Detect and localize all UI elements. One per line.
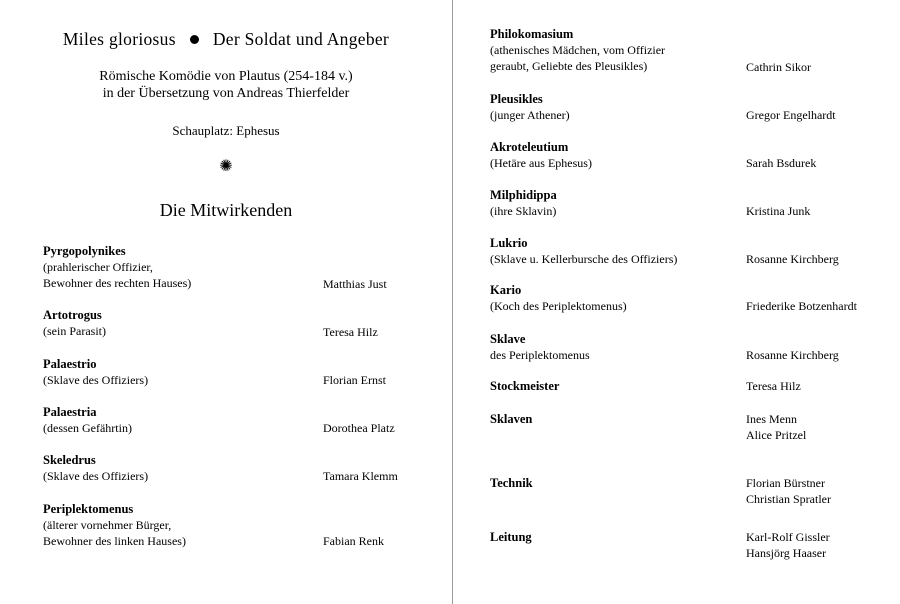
page-divider [452,0,453,604]
role-name: Akroteleutium [490,140,569,154]
play-title [0,29,452,50]
role-name: Sklave [490,332,526,346]
role-description: (Koch des Periplektomenus) [490,299,627,313]
role-description: Bewohner des linken Hauses) [43,534,186,548]
role-description: Bewohner des rechten Hauses) [43,276,192,290]
role-entry [490,26,665,74]
role-entry [43,307,106,339]
role-name: Periplektomenus [43,502,134,516]
role-name: Kario [490,283,522,297]
role-description: (athenisches Mädchen, vom Offizier [490,43,666,57]
actor-name: Florian Bürstner Christian Spratler [746,476,831,506]
role-description: des Periplektomenus [490,348,590,362]
role-entry [43,501,186,549]
ornament-icon: ✺ [219,158,233,175]
subtitle-line-2: in der Übersetzung von Andreas Thierfelder [102,86,350,101]
role-name: Palaestrio [43,357,97,371]
role-description: geraubt, Geliebte des Pleusikles) [490,59,648,73]
role-entry [490,378,559,394]
actor-name: Karl-Rolf Gissler Hansjörg Haaser [746,530,830,560]
actor-name: Dorothea Platz [323,421,395,435]
role-name: Pleusikles [490,92,543,106]
actor-name: Kristina Junk [746,204,811,218]
role-name: Leitung [490,530,532,544]
role-name: Palaestria [43,405,97,419]
actor-name: Tamara Klemm [323,469,398,483]
cast-heading: Die Mitwirkenden [159,200,293,220]
role-description: (junger Athener) [490,108,570,122]
role-entry [490,187,557,219]
role-entry [43,243,191,291]
actor-name: Rosanne Kirchberg [746,348,839,362]
role-description: (Sklave u. Kellerbursche des Offiziers) [490,252,678,266]
role-entry [43,404,132,436]
actor-name: Rosanne Kirchberg [746,252,839,266]
setting-line: Schauplatz: Ephesus [172,123,280,138]
role-entry [490,91,570,123]
role-entry [490,411,532,427]
role-name: Artotrogus [43,308,102,322]
role-description: (prahlerischer Offizier, [43,260,153,274]
actor-name: Gregor Engelhardt [746,108,836,122]
role-description: (sein Parasit) [43,324,106,338]
role-entry [490,235,677,267]
role-name: Stockmeister [490,379,560,393]
role-name: Milphidippa [490,188,557,202]
role-entry [490,331,590,363]
role-name: Technik [490,476,533,490]
role-name: Philokomasium [490,27,574,41]
role-entry [490,529,532,545]
actor-name: Cathrin Sikor [746,60,811,74]
actor-name: Friederike Botzenhardt [746,299,857,313]
actor-name: Fabian Renk [323,534,384,548]
title-latin: Miles gloriosus [62,29,176,49]
role-description: (Sklave des Offiziers) [43,469,149,483]
role-entry [43,452,148,484]
role-entry [490,282,627,314]
role-description: (Hetäre aus Ephesus) [490,156,592,170]
title-german: Der Soldat und Angeber [212,29,390,49]
actor-name: Teresa Hilz [323,325,378,339]
role-description: (älterer vornehmer Bürger, [43,518,172,532]
actor-name: Florian Ernst [323,373,386,387]
actor-name: Ines Menn Alice Pritzel [746,412,807,442]
bullet-icon [190,35,199,44]
role-name: Skeledrus [43,453,96,467]
role-description: (Sklave des Offiziers) [43,373,149,387]
role-description: (dessen Gefährtin) [43,421,132,435]
role-description: (ihre Sklavin) [490,204,557,218]
role-name: Lukrio [490,236,528,250]
role-entry [490,139,592,171]
actor-name: Teresa Hilz [746,379,801,393]
role-entry [43,356,148,388]
role-name: Pyrgopolynikes [43,244,126,258]
actor-name: Sarah Bsdurek [746,156,817,170]
role-entry [490,475,533,491]
right-page [456,0,900,604]
role-name: Sklaven [490,412,533,426]
actor-name: Matthias Just [323,277,387,291]
subtitle-line-1: Römische Komödie von Plautus (254-184 v.) [99,69,353,84]
play-subtitle [0,68,452,102]
